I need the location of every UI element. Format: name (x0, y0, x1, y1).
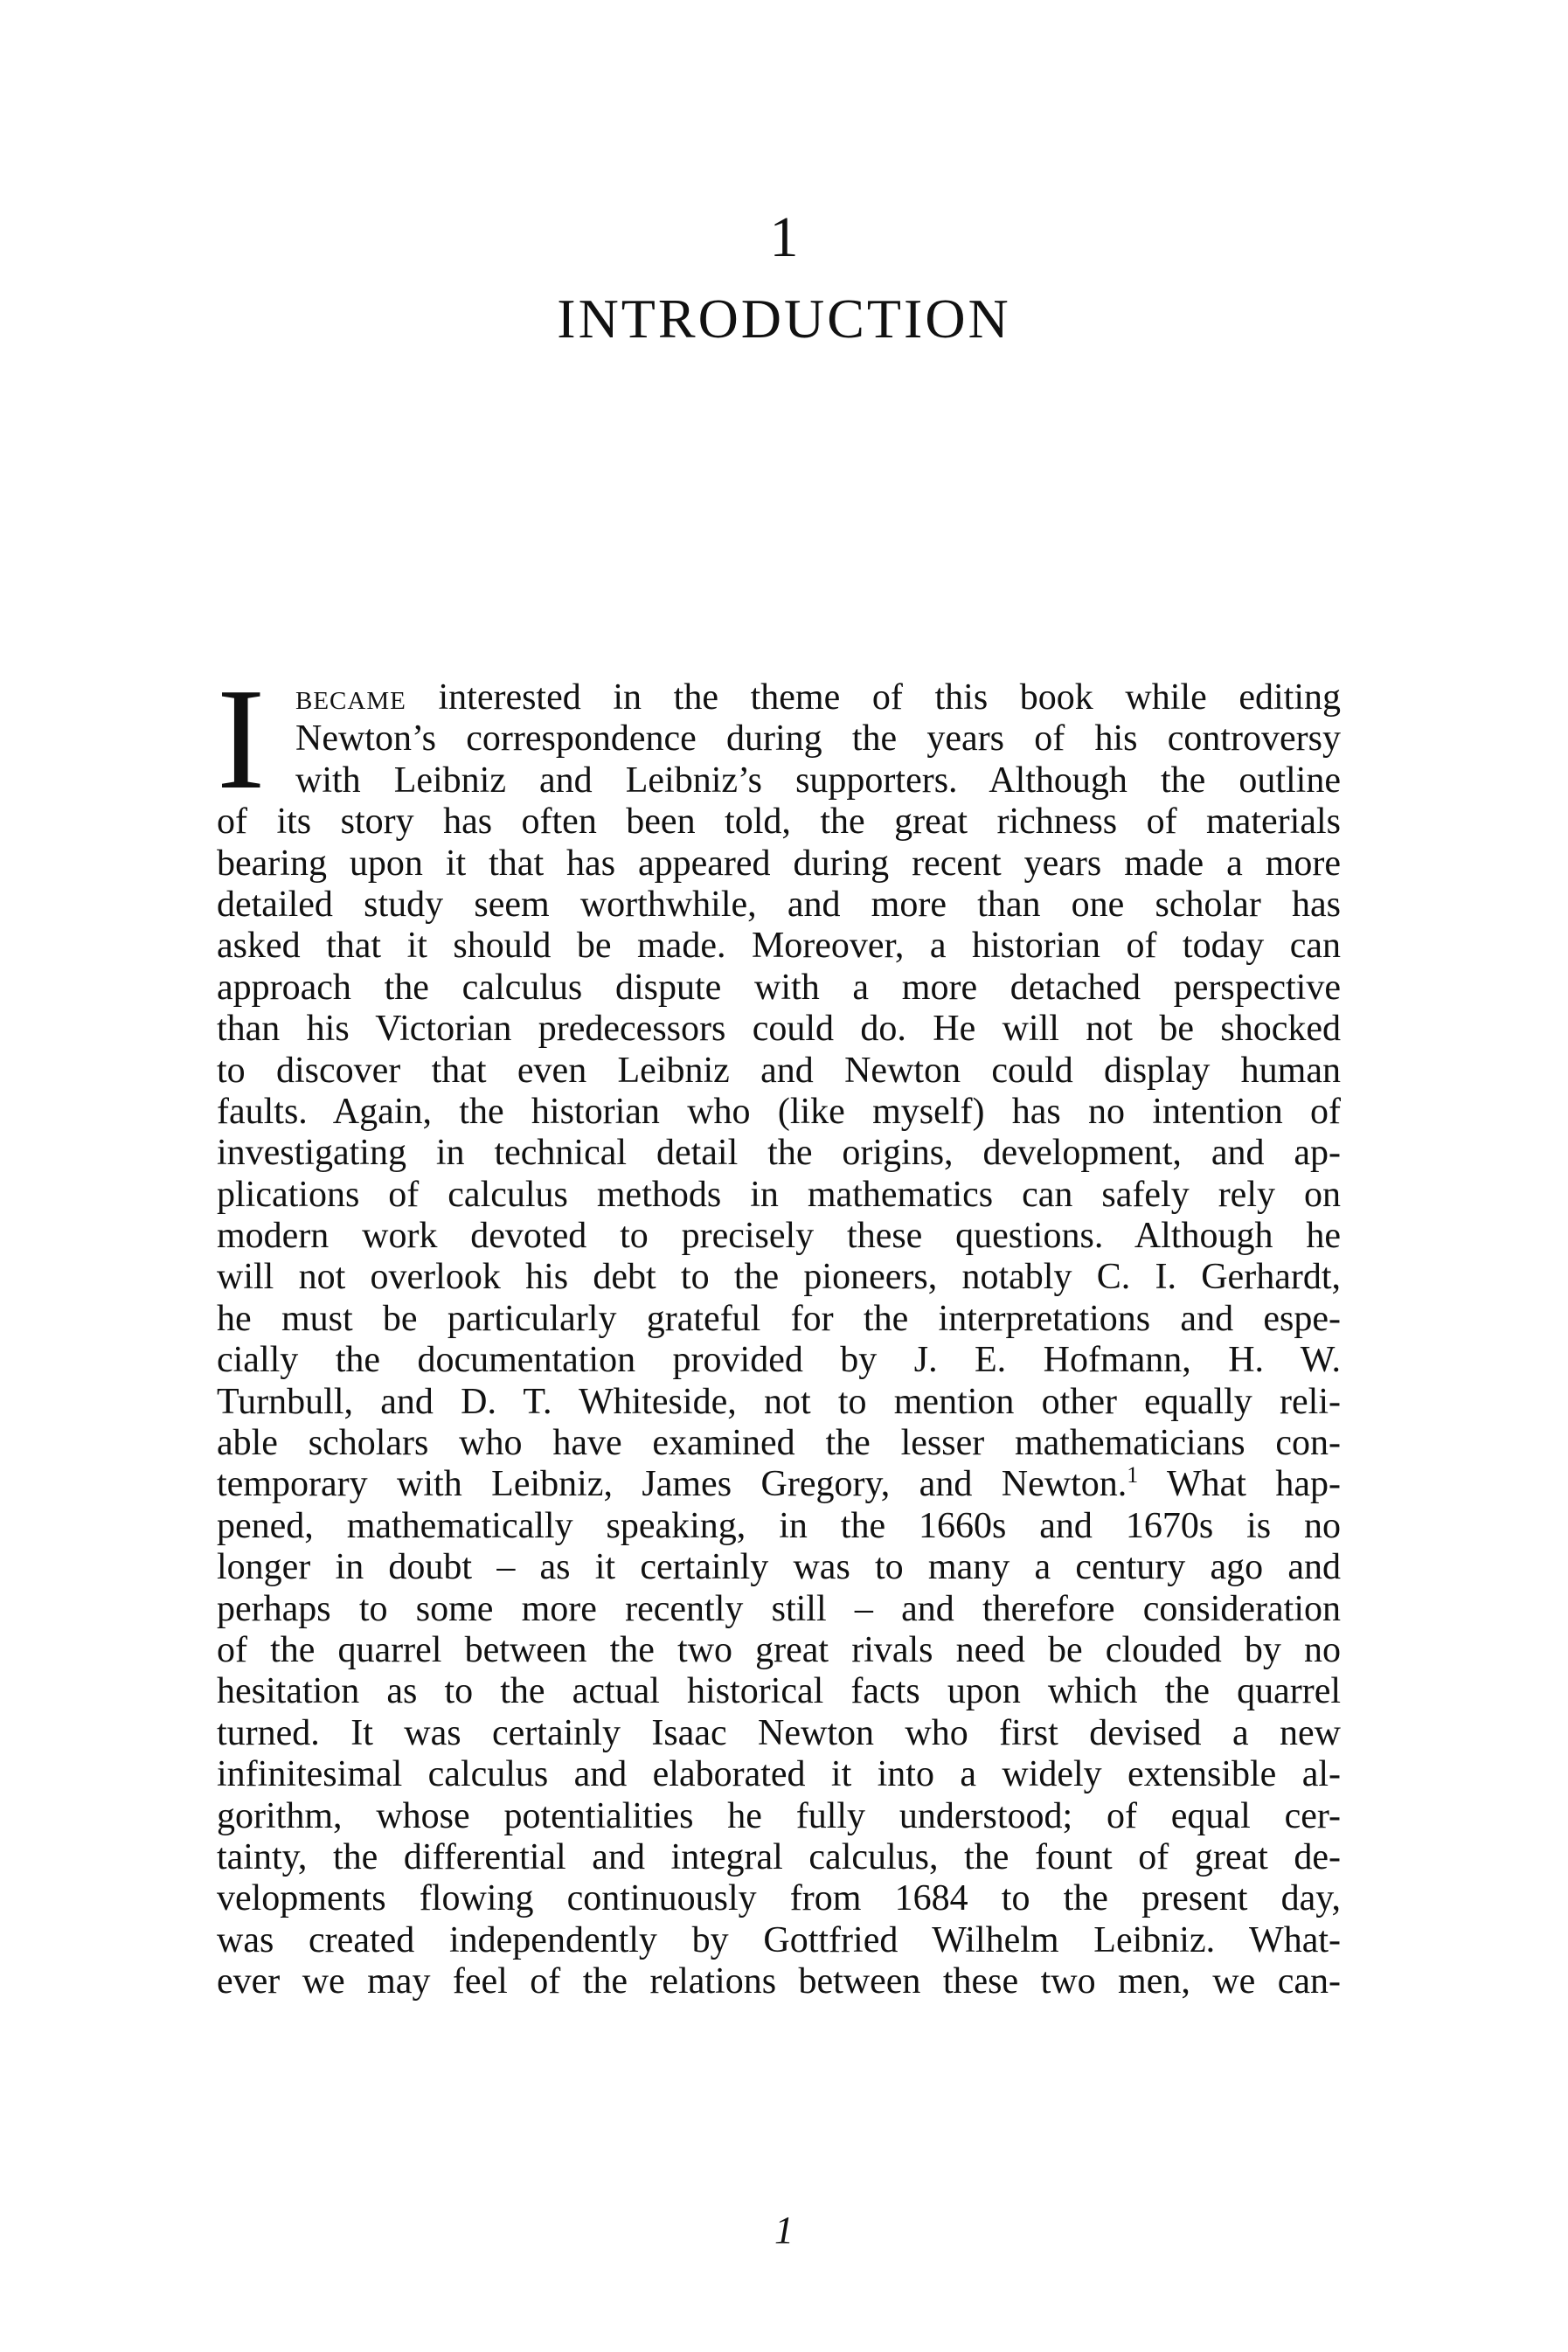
footnote-marker: 1 (1127, 1462, 1139, 1488)
text-line-19: able scholars who have examined the lesser mathematicians con- (217, 1423, 1341, 1464)
text-line-3: with Leibniz and Leibniz’s supporters. Although the outline (295, 760, 1341, 801)
page-number: 1 (774, 2209, 794, 2251)
text-line-32: ever we may feel of the relations between these two men, we can- (217, 1961, 1341, 2002)
chapter-title: INTRODUCTION (557, 288, 1011, 350)
text-line-11: faults. Again, the historian who (like myself) has no intention of (217, 1091, 1341, 1132)
text-line-27: infinitesimal calculus and elaborated it into a widely extensible al- (217, 1754, 1341, 1795)
text-line-24: of the quarrel between the two great rivals need be clouded by no (217, 1629, 1341, 1670)
text-line-29: tainty, the differential and integral calculus, the fount of great de- (217, 1836, 1341, 1877)
body-paragraph (217, 677, 1341, 2003)
chapter-number: 1 (769, 205, 799, 269)
text-line-8: approach the calculus dispute with a more detached perspective (217, 967, 1341, 1008)
text-line-25: hesitation as to the actual historical facts upon which the quarrel (217, 1671, 1341, 1712)
text-line-12: investigating in technical detail the origins, development, and ap- (217, 1133, 1341, 1174)
text-line-18: Turnbull, and D. T. Whiteside, not to mention other equally reli- (217, 1381, 1341, 1422)
text-line-16: he must be particularly grateful for the interpretations and espe- (217, 1298, 1341, 1339)
text-line-5: bearing upon it that has appeared during recent years made a more (217, 843, 1341, 884)
text-line-28: gorithm, whose potentialities he fully understood; of equal cer- (217, 1795, 1341, 1836)
text-line-2: Newton’s correspondence during the years of his controversy (295, 718, 1341, 760)
text-line-15: will not overlook his debt to the pioneers, notably C. I. Gerhardt, (217, 1257, 1341, 1298)
text-line-13: plications of calculus methods in mathematics can safely rely on (217, 1174, 1341, 1215)
text-line-30: velopments flowing continuously from 1684 to the present day, (217, 1878, 1341, 1919)
text-line-26: turned. It was certainly Isaac Newton who first devised a new (217, 1712, 1341, 1753)
drop-cap: I (217, 677, 266, 801)
text-line-22: longer in doubt – as it certainly was to many a century ago and (217, 1547, 1341, 1588)
text-line-6: detailed study seem worthwhile, and more than one scholar has (217, 884, 1341, 925)
text-line-1: became interested in the theme of this book while editing (295, 677, 1342, 718)
text-line-9: than his Victorian predecessors could do. He will not be shocked (217, 1009, 1341, 1050)
text-line-10: to discover that even Leibniz and Newton could display human (217, 1050, 1341, 1091)
text-line-23: perhaps to some more recently still – and therefore consideration (217, 1588, 1341, 1629)
text-line-20: temporary with Leibniz, James Gregory, and Newton.$^1$ What hap- (217, 1462, 1341, 1505)
opening-small-caps: became (295, 677, 406, 718)
text-line-21: pened, mathematically speaking, in the 1660s and 1670s is no (217, 1505, 1341, 1546)
text-line-7: asked that it should be made. Moreover, a historian of today can (217, 926, 1341, 967)
text-line-14: modern work devoted to precisely these questions. Although he (217, 1216, 1341, 1257)
text-line-4: of its story has often been told, the great richness of materials (217, 801, 1341, 843)
text-line-31: was created independently by Gottfried Wilhelm Leibniz. What- (217, 1919, 1341, 1960)
text-line-17: cially the documentation provided by J. E. Hofmann, H. W. (217, 1340, 1341, 1381)
